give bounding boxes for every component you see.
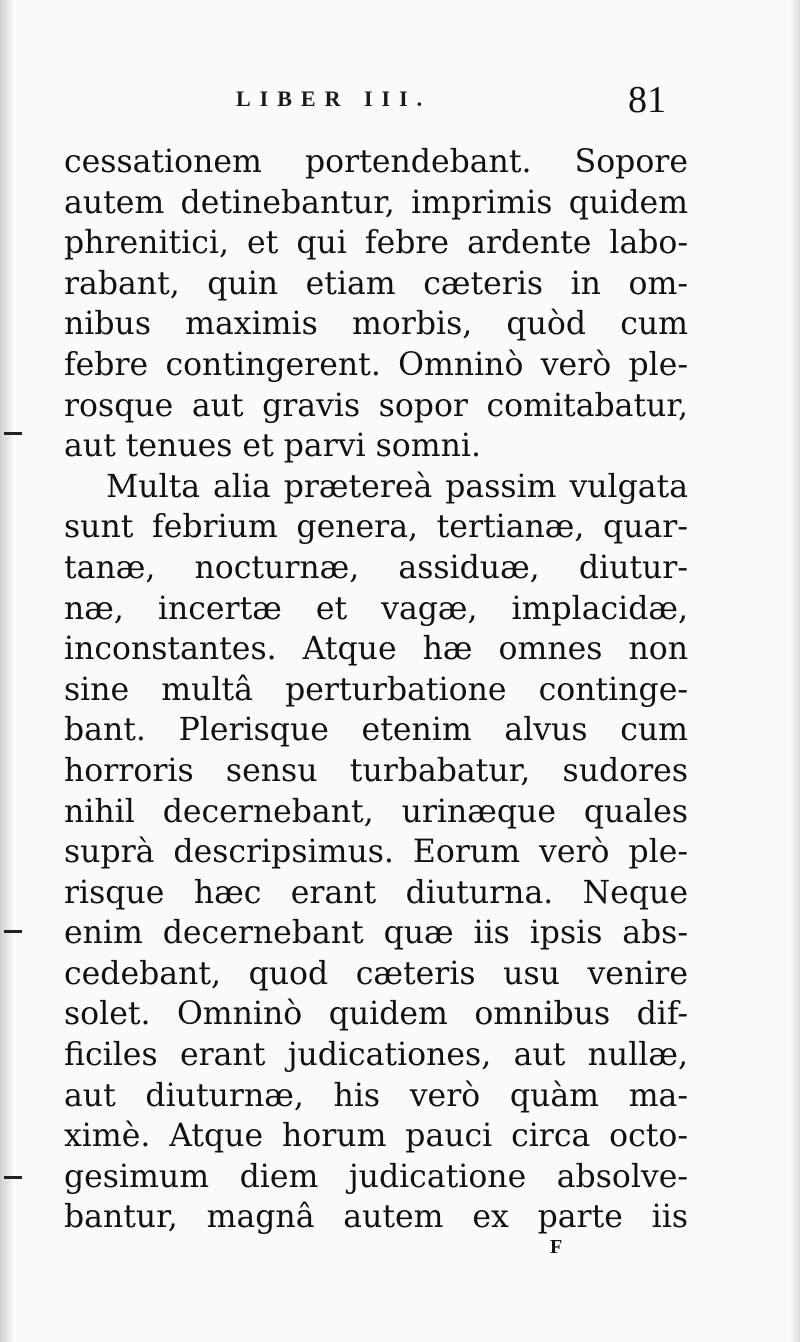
text-line: autem detinebantur, imprimis quidem — [64, 184, 688, 221]
margin-mark — [4, 432, 22, 435]
running-head: LIBER III. — [236, 86, 432, 111]
text-line: Multa alia prætereà passim vulgata — [106, 468, 688, 505]
text-line: cessationem portendebant. Sopore — [64, 144, 688, 180]
text-line: enim decernebant quæ iis ipsis abs- — [64, 915, 688, 952]
margin-mark — [4, 1176, 22, 1179]
text-line: ximè. Atque horum pauci circa octo- — [64, 1118, 688, 1155]
text-line: nibus maximis morbis, quòd cum — [64, 306, 688, 343]
page-gutter-shadow — [0, 0, 14, 1342]
signature-mark: F — [550, 1236, 563, 1258]
body-text — [64, 142, 688, 1238]
page-edge-shadow — [790, 0, 800, 1342]
text-line: horroris sensu turbabatur, sudores — [64, 752, 688, 789]
text-line: sunt febrium genera, tertianæ, quar- — [64, 509, 688, 546]
text-line: rosque aut gravis sopor comitabatur, — [64, 387, 688, 424]
text-line: bantur, magnâ autem ex parte iis — [64, 1199, 688, 1236]
text-line: gesimum diem judicatione absolve- — [64, 1158, 688, 1195]
text-line: aut tenues et parvi somni. — [64, 428, 482, 465]
text-line: inconstantes. Atque hæ omnes non — [64, 631, 688, 668]
text-line: suprà descripsimus. Eorum verò ple- — [64, 834, 688, 871]
paragraph — [64, 142, 688, 467]
page-number: 81 — [628, 79, 666, 121]
text-line: rabant, quin etiam cæteris in om- — [64, 265, 688, 302]
text-line: nihil decernebant, urinæque quales — [64, 793, 688, 830]
text-line: næ, incertæ et vagæ, implacidæ, — [64, 590, 688, 627]
text-line: cedebant, quod cæteris usu venire — [64, 955, 688, 992]
text-line: phrenitici, et qui febre ardente labo- — [64, 225, 688, 262]
page-header — [0, 80, 800, 130]
text-line: febre contingerent. Omninò verò ple- — [64, 346, 688, 383]
text-line: sine multâ perturbatione continge- — [64, 671, 688, 708]
paragraph — [64, 467, 688, 1238]
text-line: solet. Omninò quidem omnibus dif- — [64, 996, 688, 1033]
margin-mark — [4, 930, 22, 933]
text-line: risque hæc erant diuturna. Neque — [64, 874, 688, 911]
text-line: aut diuturnæ, his verò quàm ma- — [64, 1077, 688, 1114]
text-line: ficiles erant judicationes, aut nullæ, — [64, 1037, 688, 1074]
text-line: bant. Plerisque etenim alvus cum — [64, 712, 688, 749]
text-line: tanæ, nocturnæ, assiduæ, diutur- — [64, 549, 688, 586]
